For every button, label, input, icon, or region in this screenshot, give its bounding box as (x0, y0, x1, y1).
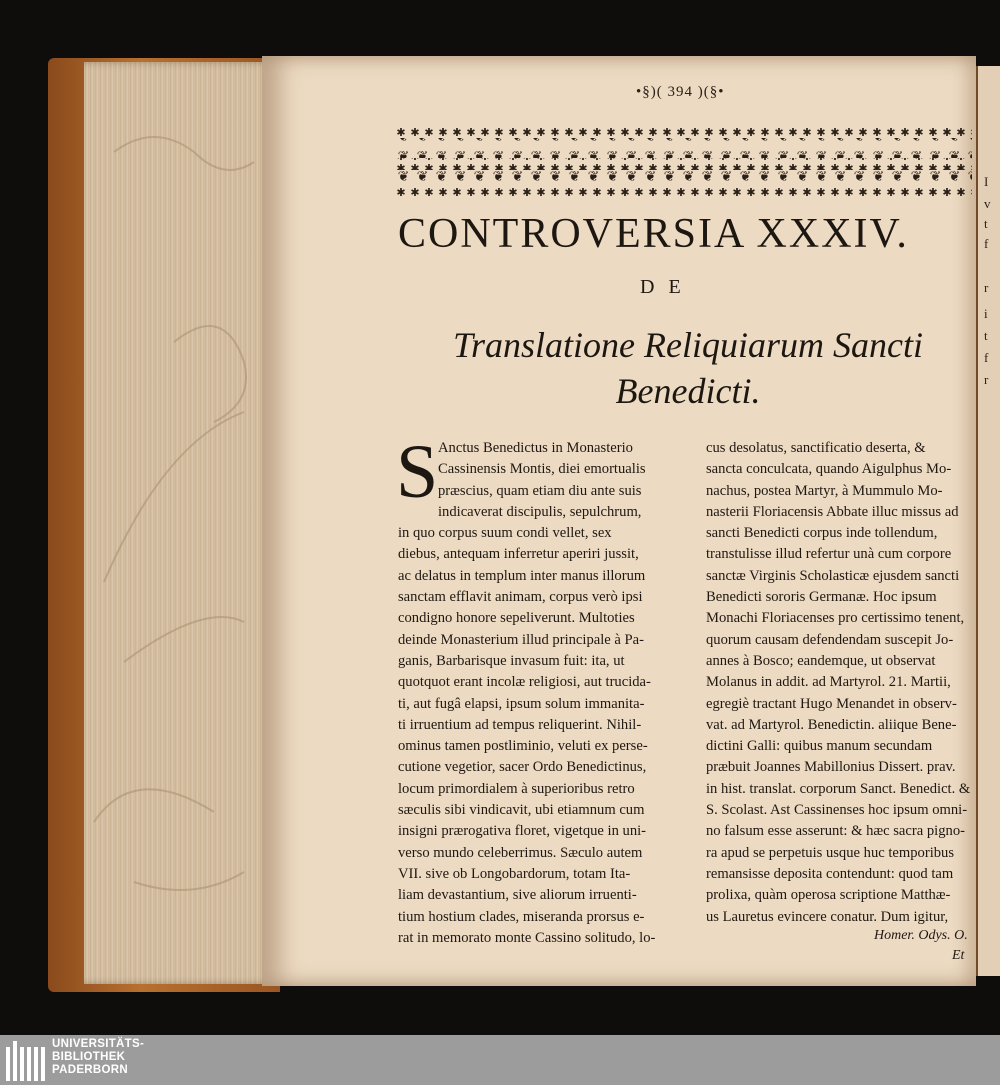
library-name-line: BIBLIOTHEK (52, 1051, 126, 1063)
text-line: vat. ad Martyrol. Benedictin. aliique Bene- (706, 716, 957, 733)
text-line: Anctus Benedictus in Monasterio (438, 440, 633, 456)
chapter-subtitle (398, 322, 978, 414)
text-line: quorum causam defendendam suscepit Jo- (706, 631, 954, 648)
subtitle-line: Benedicti. (615, 371, 761, 411)
text-line: deinde Monasterium illud principale à Pa- (398, 631, 644, 648)
text-line: in quo corpus suum condi vellet, sex (398, 525, 612, 542)
text-line: VII. sive ob Longobardorum, totam Ita- (398, 865, 631, 882)
text-line: condigno honore sepeliverunt. Multoties (398, 610, 635, 627)
text-line: nachus, postea Martyr, à Mummulo Mo- (706, 482, 943, 499)
sliver-letter: t (984, 328, 988, 343)
text-line: in hist. translat. corporum Sanct. Benedict. & (706, 780, 971, 797)
right-text-column (706, 438, 976, 928)
library-logo-icon (6, 1039, 46, 1081)
text-line: S. Scolast. Ast Cassinenses hoc ipsum omni- (706, 802, 968, 819)
sliver-letter: r (984, 280, 989, 295)
text-line: verso mundo celeberrimus. Sæculo autem (398, 844, 643, 861)
text-line: nasterii Floriacensis Abbate illuc missus ad (706, 503, 959, 520)
sliver-letter: r (984, 372, 989, 387)
text-line: locum primordialem à superioribus retro (398, 780, 635, 797)
sliver-letter: f (984, 236, 989, 251)
text-line: quotquot erant incolæ religiosi, aut trucida- (398, 674, 651, 691)
text-line: sanctæ Virginis Scholasticæ ejusdem sancti (706, 567, 960, 584)
drop-cap: S (396, 430, 439, 514)
text-line: sancti Benedicti corpus inde tollendum, (706, 525, 938, 542)
text-line: Cassinensis Montis, diei emortualis (438, 461, 646, 478)
text-line: ac delatus in templum inter manus illorum (398, 567, 646, 584)
text-line: remansisse deposita contendunt: quod tam (706, 865, 954, 882)
text-line: rat in memorato monte Cassino solitudo, lo- (398, 929, 656, 946)
catchword: Et (952, 948, 965, 963)
sliver-letter: f (984, 350, 989, 365)
text-line: diebus, antequam inferretur aperiri jussit, (398, 546, 639, 563)
page-header: •§)( 394 )(§• (636, 84, 725, 100)
text-line: ra apud se perpetuis usque huc temporibus (706, 844, 955, 861)
subtitle-line: Translatione Reliquiarum Sancti (452, 325, 923, 365)
sliver-letter: I (984, 174, 989, 189)
text-line: Benedicti sororis Germanæ. Hoc ipsum (706, 589, 937, 606)
text-line: Monachi Floriacenses pro certissimo tenent, (706, 610, 965, 627)
text-line: ominus tamen postliminio, veluti ex perse- (398, 738, 648, 755)
library-name (52, 1038, 144, 1077)
text-line: no falsum esse asserunt: & hæc sacra pigno- (706, 823, 965, 840)
sliver-letter: t (984, 216, 988, 231)
text-line: tium hostium clades, miseranda prorsus e- (398, 908, 645, 925)
text-line: annes à Bosco; eandemque, ut observat (706, 652, 936, 669)
margin-note: Homer. Odys. O. (874, 928, 968, 943)
text-line: dictini Galli: quibus manum secundam (706, 738, 933, 755)
text-line: sanctam efflavit animam, corpus verò ipsi (398, 589, 643, 606)
sliver-letter: i (984, 306, 988, 321)
text-line: us Lauretus evincere conatur. Dum igitur, (706, 908, 949, 925)
left-text-column (398, 438, 688, 949)
text-line: sancta conculcata, quando Aigulphus Mo- (706, 461, 952, 478)
library-footer (0, 1035, 1000, 1085)
text-line: insigni prærogativa floret, vigetque in uni- (398, 823, 647, 840)
ornamental-border (394, 126, 972, 196)
text-line: præbuit Joannes Mabillonius Dissert. prav. (706, 759, 956, 776)
text-line: indicaverat discipulis, sepulchrum, (438, 503, 642, 520)
text-line: præscius, quam etiam diu ante suis (438, 482, 642, 499)
facing-page-sliver (976, 66, 1000, 976)
library-name-line: UNIVERSITÄTS- (52, 1038, 145, 1050)
text-line: ganis, Barbarisque invasum fuit: ita, ut (398, 652, 625, 669)
sliver-letter: v (984, 196, 991, 211)
text-line: liam devastantium, sive aliorum irruenti- (398, 887, 637, 904)
text-line: Molanus in addit. ad Martyrol. 21. Martii, (706, 674, 951, 691)
text-line: prolixa, quàm operosa scriptione Matthæ- (706, 887, 951, 904)
chapter-de: DE (640, 276, 695, 298)
text-line: cutione vegetior, sacer Ordo Benedictinus, (398, 759, 647, 776)
text-line: egregiè tractant Hugo Menandet in observ- (706, 695, 957, 712)
text-line: cus desolatus, sanctificatio deserta, & (706, 440, 926, 456)
text-line: transtulisse illud refertur unà cum corpore (706, 546, 952, 563)
text-line: ti, aut fugâ elapsi, ipsum solum immanita- (398, 695, 645, 712)
library-name-line: PADERBORN (52, 1064, 128, 1076)
page-block-edge (84, 62, 274, 984)
chapter-title: CONTROVERSIA XXXIV. (398, 211, 909, 257)
text-line: sæculis sibi vindicavit, ubi etiamnum cum (398, 802, 645, 819)
edge-watermark (84, 62, 274, 984)
text-line: ti irruentium ad tempus reliquerint. Nihil- (398, 716, 642, 733)
